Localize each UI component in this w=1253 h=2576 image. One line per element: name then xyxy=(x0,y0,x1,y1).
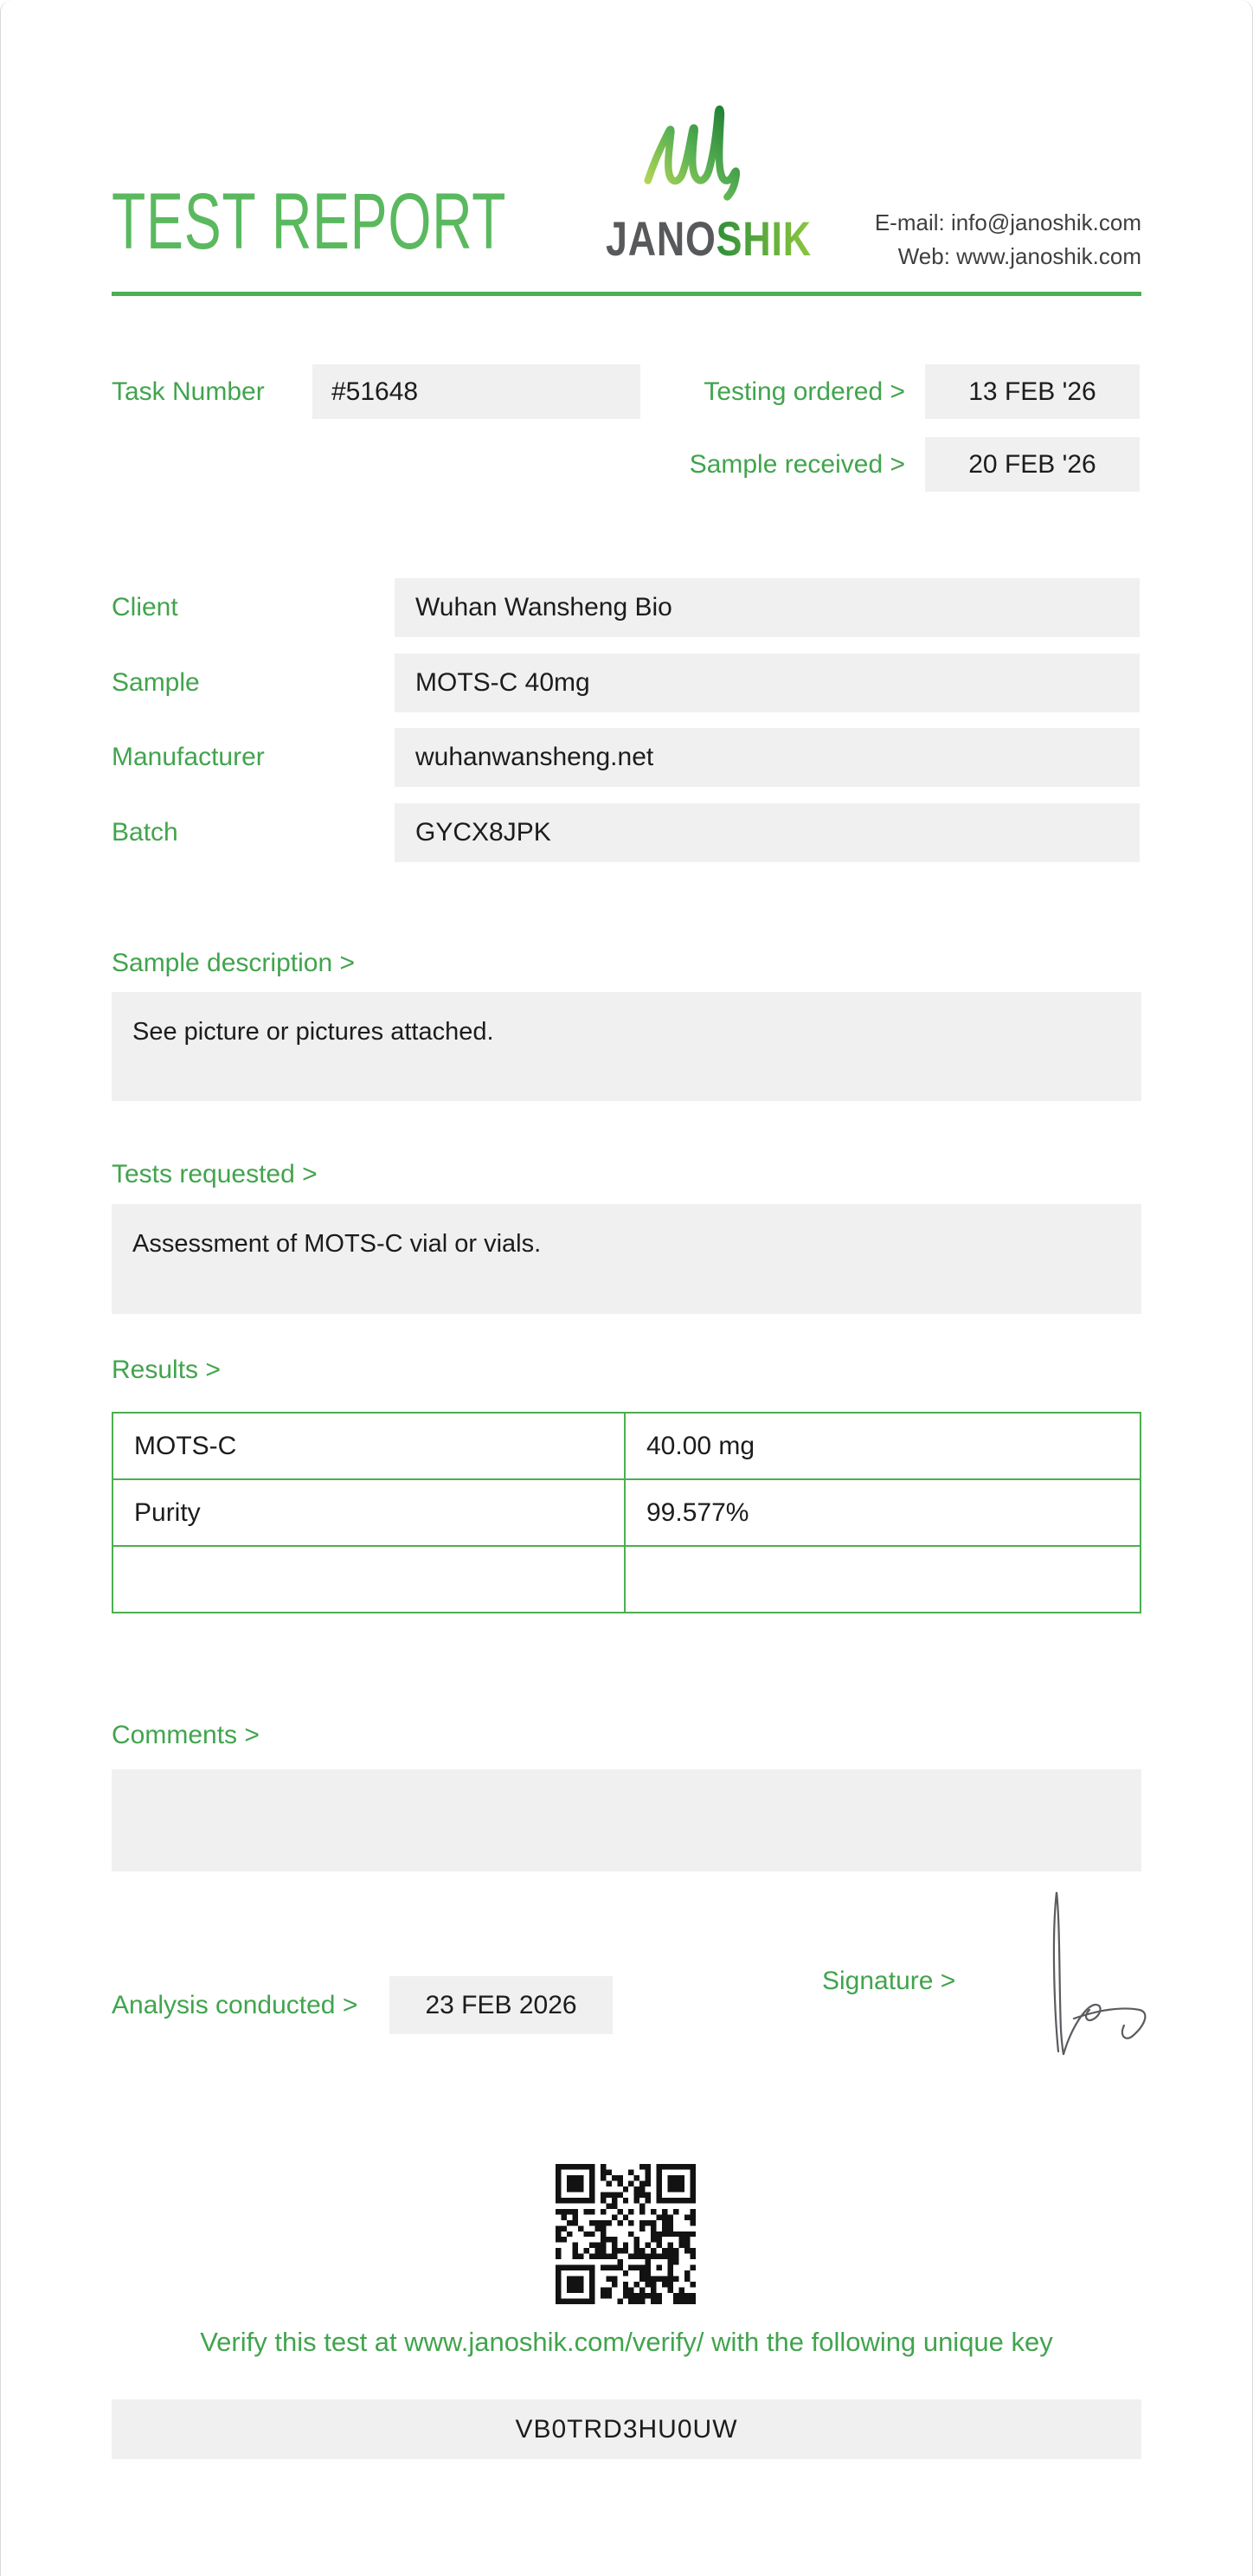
tests-requested-box: Assessment of MOTS-C vial or vials. xyxy=(112,1204,1141,1314)
task-number-value: #51648 xyxy=(312,364,640,419)
manufacturer-value: wuhanwansheng.net xyxy=(395,728,1140,787)
batch-value: GYCX8JPK xyxy=(395,803,1140,862)
qr-code-icon xyxy=(556,2164,696,2304)
task-number-label: Task Number xyxy=(112,377,265,406)
page-title: TEST REPORT xyxy=(112,177,507,266)
comments-box xyxy=(112,1769,1141,1871)
info-row-manufacturer xyxy=(112,728,1141,787)
janoshik-wordmark xyxy=(606,213,812,265)
info-row-client xyxy=(112,578,1141,637)
results-table xyxy=(112,1412,1141,1613)
report-content xyxy=(112,0,1141,2576)
sample-received-value: 20 FEB '26 xyxy=(925,437,1140,492)
wordmark-jano: JANO xyxy=(606,211,716,266)
info-row-sample xyxy=(112,654,1141,712)
result-name xyxy=(113,1547,626,1612)
client-label: Client xyxy=(112,593,178,621)
analysis-conducted-label: Analysis conducted > xyxy=(112,1991,358,2019)
sample-received-label: Sample received > xyxy=(689,450,905,479)
header-divider xyxy=(112,292,1141,296)
results-label: Results > xyxy=(112,1356,221,1384)
verify-key: VB0TRD3HU0UW xyxy=(112,2399,1141,2459)
result-value: 99.577% xyxy=(646,1498,749,1527)
result-name: Purity xyxy=(113,1480,626,1545)
contact-web: Web: www.janoshik.com xyxy=(897,243,1141,269)
result-value xyxy=(626,1547,1140,1612)
result-value: 40.00 mg xyxy=(646,1432,755,1460)
verify-instruction: Verify this test at www.janoshik.com/verify/ with the following unique key xyxy=(200,2327,1053,2357)
testing-ordered-label: Testing ordered > xyxy=(704,377,905,406)
table-row xyxy=(113,1414,1140,1478)
info-row-batch xyxy=(112,803,1141,862)
table-row xyxy=(113,1545,1140,1612)
testing-ordered-value: 13 FEB '26 xyxy=(925,364,1140,419)
result-name: MOTS-C xyxy=(113,1414,626,1478)
sample-description-label: Sample description > xyxy=(112,949,355,977)
table-row xyxy=(113,1478,1140,1545)
client-value: Wuhan Wansheng Bio xyxy=(395,578,1140,637)
analysis-conducted-value: 23 FEB 2026 xyxy=(389,1976,613,2034)
sample-value: MOTS-C 40mg xyxy=(395,654,1140,712)
sample-label: Sample xyxy=(112,668,200,697)
contact-block xyxy=(875,206,1141,274)
signature-label: Signature > xyxy=(822,1967,956,1995)
comments-label: Comments > xyxy=(112,1721,260,1749)
manufacturer-label: Manufacturer xyxy=(112,743,265,771)
signature-icon xyxy=(1043,1887,1155,2060)
contact-email: E-mail: info@janoshik.com xyxy=(874,209,1141,235)
wordmark-shik: SHIK xyxy=(716,211,812,266)
sample-description-box: See picture or pictures attached. xyxy=(112,992,1141,1101)
batch-label: Batch xyxy=(112,818,178,847)
janoshik-logo-icon xyxy=(638,102,754,204)
tests-requested-label: Tests requested > xyxy=(112,1160,318,1188)
